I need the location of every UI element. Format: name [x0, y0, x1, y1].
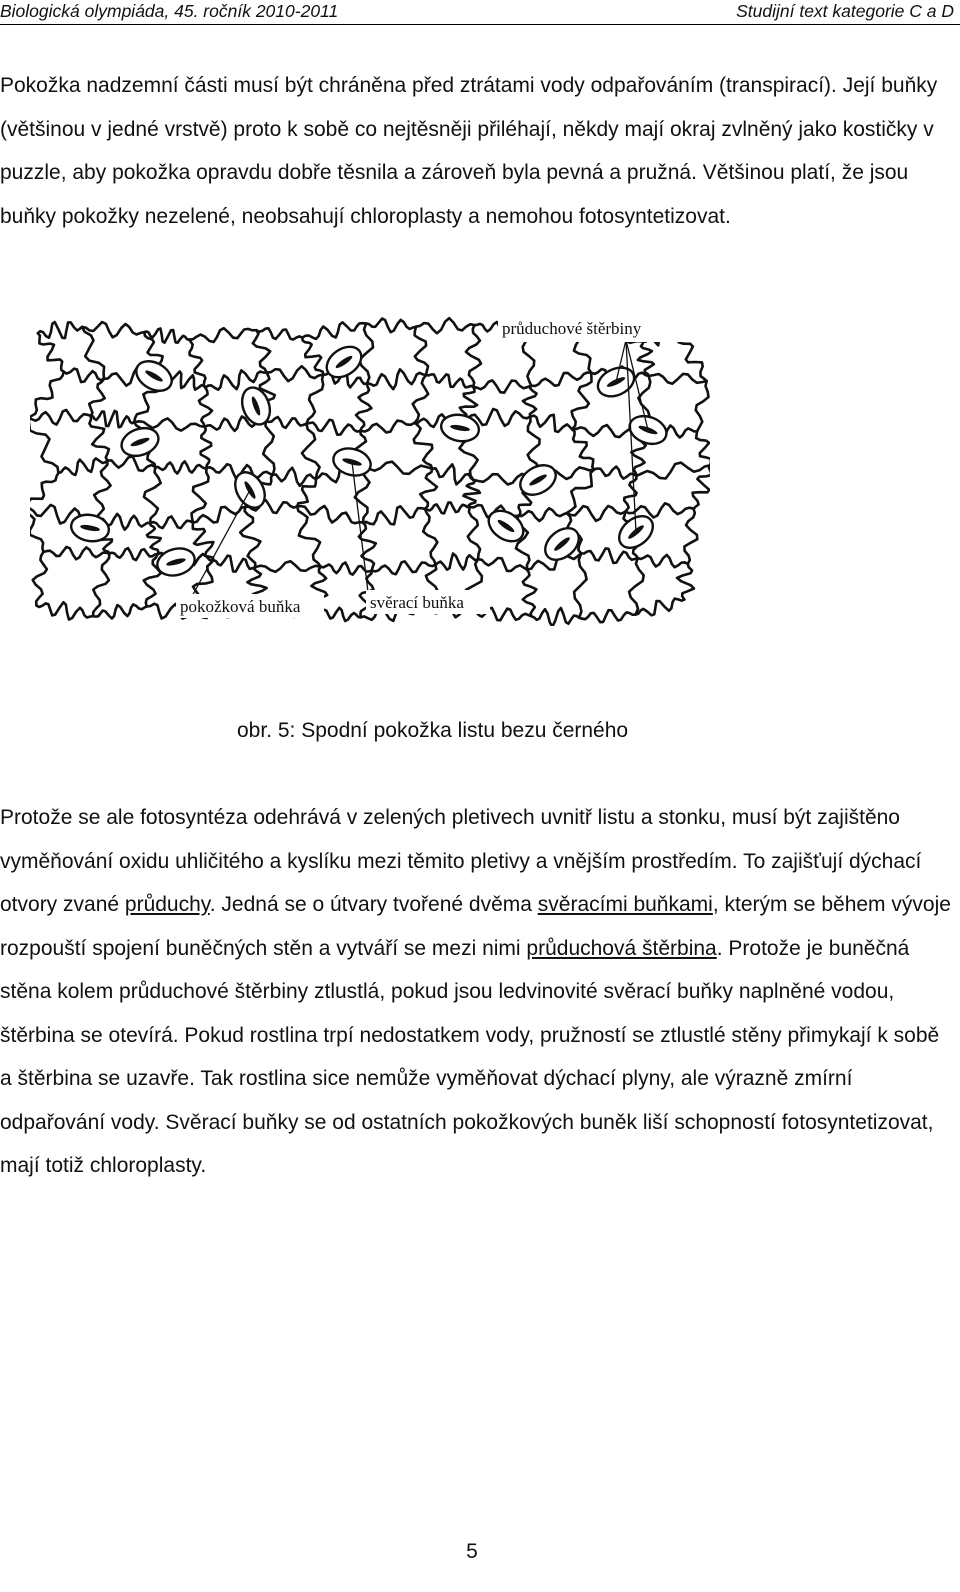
- cell-wall: [297, 506, 321, 566]
- cell-wall: [306, 420, 360, 435]
- cell-wall: [413, 375, 429, 423]
- cell-wall: [466, 325, 481, 386]
- label-guard-cell: svěrací buňka: [370, 593, 464, 612]
- paragraph-text: Protože se ale fotosyntéza odehrává v zelených pletivech uvnitř listu a stonku, musí být zajištěno vyměňování oxidu uhličitého a kyslíku mezi těmito pletivy a vnějším prostředím. To zajišťují dýchací otvory zvané: [0, 806, 922, 916]
- cell-wall: [302, 322, 366, 339]
- cell-wall: [636, 599, 685, 616]
- cell-wall: [302, 424, 320, 479]
- cell-wall: [109, 548, 157, 560]
- cell-wall: [266, 417, 307, 428]
- cell-wall: [150, 517, 193, 529]
- cell-wall: [414, 423, 433, 469]
- stoma: [515, 459, 561, 501]
- header-left: Biologická olympiáda, 45. ročník 2010-2011: [0, 1, 339, 21]
- cell-wall: [93, 604, 147, 618]
- cell-wall: [594, 467, 636, 479]
- cell-wall: [155, 461, 206, 473]
- cell-wall: [638, 341, 654, 376]
- cell-wall: [64, 369, 104, 382]
- cell-wall: [696, 381, 709, 431]
- cell-wall: [360, 421, 414, 433]
- paragraph-text: , kterým se během vývoje rozpouští spojení buněčných stěn a vytváří se mezi nimi: [0, 893, 951, 960]
- cell-wall: [306, 375, 323, 424]
- cell-wall: [297, 479, 316, 506]
- cell-wall: [523, 570, 537, 617]
- term-stomata: průduchy: [124, 893, 210, 916]
- cell-wall: [94, 461, 110, 521]
- cell-wall: [372, 561, 436, 574]
- cell-wall: [189, 340, 206, 388]
- cell-wall: [30, 473, 58, 509]
- term-guard-cells: svěracími buňkami: [537, 893, 713, 916]
- paragraph-stomata: [0, 796, 956, 1188]
- cell-wall: [579, 610, 635, 622]
- cell-wall: [426, 374, 473, 387]
- cell-wall: [30, 419, 58, 473]
- cell-wall: [677, 564, 694, 600]
- cell-wall: [30, 372, 64, 419]
- cell-wall: [253, 330, 270, 373]
- cell-wall: [581, 548, 638, 563]
- cell-wall: [468, 507, 480, 559]
- figure-caption: obr. 5: Spodní pokožka listu bezu černého: [237, 719, 629, 742]
- cell-wall: [478, 558, 527, 571]
- cell-wall: [416, 318, 475, 333]
- cell-wall: [38, 322, 82, 338]
- stoma: [131, 355, 177, 397]
- cell-wall: [38, 333, 64, 372]
- cell-wall: [649, 374, 707, 384]
- cell-wall: [93, 554, 109, 616]
- cell-wall: [273, 468, 316, 486]
- label-stomata: průduchové štěrbiny: [502, 319, 642, 338]
- paragraph-epidermis: Pokožka nadzemní části musí být chráněna před ztrátami vody odpařováním (transpirací). Její buňky (většinou v jedné vrstvě) proto k sobě co nejtěsněji přiléhají, někdy mají okraj zvlněný jako kostičky v puzzle, aby pokožka opravdu dobře těsnila a zároveň byla pevná a pružná. Většinou platí, že jsou buňky pokožky nezelené, neobsahují chloroplasty a nemohou fotosyntetizovat.: [0, 74, 938, 228]
- cell-wall: [205, 370, 266, 389]
- epidermal-cells: [30, 318, 710, 626]
- cell-wall: [192, 468, 209, 523]
- cell-wall: [696, 431, 710, 465]
- cell-wall: [263, 421, 274, 475]
- cell-wall: [367, 369, 426, 389]
- cell-wall: [147, 523, 161, 554]
- page-header: [0, 0, 960, 25]
- paragraph-text: . Protože je buněčná stěna kolem průduchové štěrbiny ztlustlá, pokud jsou ledvinovité svěrací buňky naplněné vodou, štěrbina se otevírá. Pokud rostlina trpí nedostatkem vody, pružností se ztlustlé stěny přimykají k sobě a štěrbina se uzavře. Tak rostlina sice nemůže vyměňovat dýchací plyny, ale výrazně zmírní odpařování vody. Svěrací buňky se od ostatních pokožkových buněk liší schopností fotosyntetizovat, mají totiž chloroplasty.: [0, 936, 940, 1177]
- cell-wall: [531, 373, 591, 386]
- cell-wall: [43, 547, 109, 559]
- cell-wall: [530, 415, 572, 432]
- cell-wall: [436, 554, 478, 570]
- cell-wall: [684, 509, 697, 564]
- cell-wall: [189, 328, 256, 342]
- cell-wall: [256, 328, 302, 339]
- cell-wall: [638, 555, 688, 567]
- cell-wall: [144, 467, 161, 523]
- cell-wall: [366, 319, 416, 333]
- cell-wall: [423, 509, 437, 565]
- cell-wall: [199, 388, 212, 427]
- page-number: 5: [466, 1540, 478, 1563]
- cell-wall: [420, 469, 437, 509]
- cell-wall: [532, 608, 580, 626]
- cell-wall: [91, 411, 135, 427]
- cell-wall: [518, 508, 566, 521]
- term-stomatal-pore: průduchová štěrbina: [526, 936, 717, 960]
- cell-wall: [629, 558, 644, 615]
- cell-wall: [432, 464, 473, 484]
- label-epidermal-cell: pokožková buňka: [180, 597, 301, 616]
- paragraph-text: . Jedná se o útvary tvořené dvěma: [209, 893, 538, 916]
- cell-wall: [36, 602, 93, 619]
- cell-wall: [363, 462, 432, 474]
- cell-wall: [356, 384, 371, 431]
- cell-wall: [425, 503, 470, 514]
- epidermis-illustration: [30, 312, 710, 626]
- epidermis-figure: [30, 312, 710, 626]
- cell-wall: [359, 523, 376, 571]
- cell-wall: [89, 379, 105, 416]
- cell-wall: [574, 553, 587, 617]
- header-right: Studijní text kategorie C a D: [736, 1, 954, 21]
- cell-wall: [30, 410, 91, 425]
- cell-wall: [145, 329, 190, 343]
- cell-wall: [523, 386, 537, 417]
- cell-wall: [319, 608, 361, 621]
- cell-wall: [33, 552, 47, 606]
- cell-wall: [463, 480, 480, 507]
- cell-wall: [473, 380, 531, 392]
- stoma: [118, 423, 163, 460]
- cell-wall: [201, 427, 212, 468]
- cell-wall: [415, 327, 429, 375]
- cell-wall: [572, 373, 592, 430]
- cell-wall: [363, 506, 425, 524]
- cell-wall: [255, 561, 321, 572]
